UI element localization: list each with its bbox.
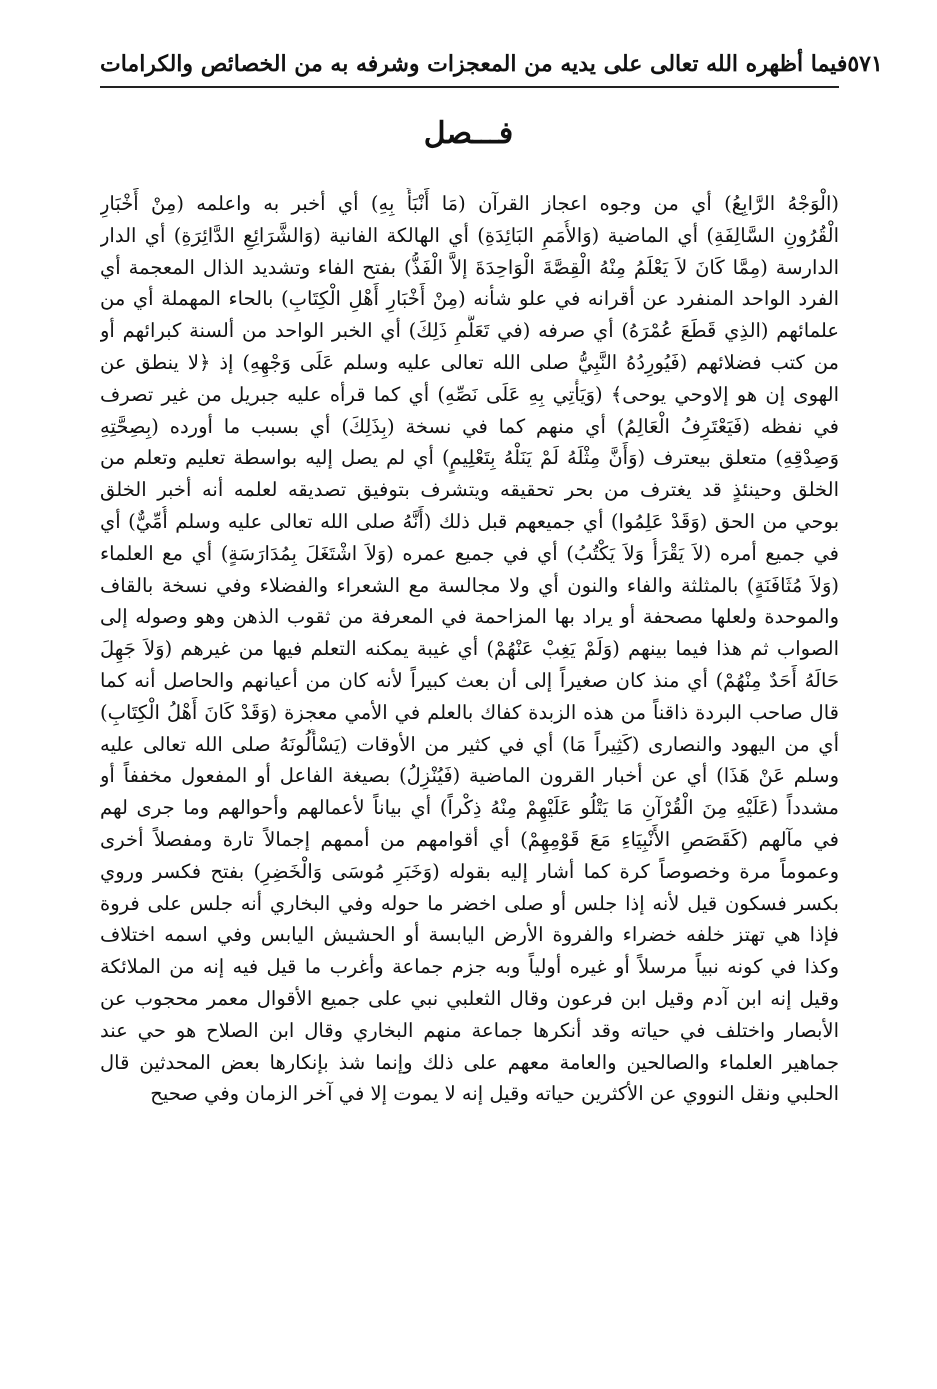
body-line: وقيل إنه ابن آدم وقيل ابن فرعون وقال الثعلبي نبي على جميع الأقوال معمر محجوب عن	[100, 986, 839, 1010]
body-line: أي من اليهود والنصارى (كَثِيراً مَا) أي في كثير من الأوقات (يَسْأَلُونَهُ صلى الله تعالى عليه	[100, 732, 839, 756]
body-line: وسلم عَنْ هَذَا) أي عن أخبار القرون الماضية (فَيُنْزِلُ) بصيغة الفاعل أو المفعول مخففاً أو	[100, 764, 839, 788]
body-line: بوحي من الحق (وَقَدْ عَلِمُوا) أي جميعهم قبل ذلك (أَنَّهُ صلى الله تعالى عليه وسلم أُمِّيٌّ) أي	[100, 509, 839, 533]
body-line: الخلق وحينئذٍ قد يغترف من بحر تحقيقه ويتشرف بتوفيق تصديقه لعلمه أنه أخبر الخلق	[100, 478, 839, 502]
body-line: الحلبي ونقل النووي عن الأكثرين حياته وقيل إنه لا يموت إلا في آخر الزمان وفي صحيح	[150, 1082, 839, 1106]
page-number: ٥٧١	[847, 51, 883, 77]
body-line: مشدداً (عَلَيْهِ مِنَ الْقُرْآنِ مَا يَتْلُو عَلَيْهِمْ مِنْهُ ذِكْراً) أي بياناً لأعمالهم وأحوالهم وما جرى لهم	[100, 796, 839, 820]
body-line: جماهير العلماء والصالحين والعامة معهم على ذلك وإنما شذ بإنكارها بعض المحدثين قال	[100, 1050, 839, 1074]
body-line: حَالَهُ أَحَدٌ مِنْهُمْ) أي منذ كان صغيراً إلى أن بعث كبيراً لأنه كان من أعيانهم والحاصل أنه كما	[100, 668, 839, 692]
body-line: والموحدة ولعلها مصحفة أو يراد بها المزاحمة في المعرفة من ثقوب الذهن وهو وصوله إلى	[100, 605, 839, 629]
body-line: وكذا في كونه نبياً مرسلاً أو غيره أولياً وبه جزم جماعة وأغرب ما قيل فيه إنه من الملائكة	[100, 955, 839, 979]
body-line: الهوى إن هو إلاوحي يوحى﴾ (وَيَأْتِي بِهِ عَلَى نَصِّهِ) أي كما قرأه عليه جبريل من غير تصرف	[100, 382, 839, 406]
body-line: علمائهم (الذِي قَطَعَ عُمْرَهُ) أي صرفه (في تَعَلُّمِ ذَلِكَ) أي الخبر الواحد من ألسنة كبرائهم أو	[100, 319, 839, 343]
running-header-title: فيما أظهره الله تعالى على يديه من المعجزات وشرفه به من الخصائص والكرامات	[100, 51, 848, 77]
header-divider	[100, 86, 839, 88]
body-line: في مآلهم (كَقَصَصِ الأَنْبِيَاءِ مَعَ قَوْمِهِمْ) أي أقوامهم من أممهم إجمالاً تارة ومفصلاً أخرى	[100, 827, 839, 851]
body-line: في نفظه (فَيَعْتَرِفُ الْعَالِمُ) أي منهم كما في نسخة (بِذَلِكَ) أي بسبب ما أورده (بِصِحَّتِهِ	[100, 414, 839, 438]
body-line: قال صاحب البردة ذاقناً من هذه الزبدة كفاك بالعلم في الأمي معجزة (وَقَدْ كَانَ أَهْلُ الْكِتَابِ)	[100, 700, 839, 724]
body-line: بكسر فسكون قيل لأنه إذا جلس أو صلى اخضر ما حوله وفي البخاري أنه جلس على فروة	[100, 891, 839, 915]
body-line: من كتب فضلائهم (فَيُورِدُهُ النَّبِيُّ صلى الله تعالى عليه وسلم عَلَى وَجْهِهِ) إذ ﴿لا ينطق عن	[100, 350, 839, 374]
body-text	[100, 188, 839, 1110]
body-line: (وَلاَ مُثَافَنَةٍ) بالمثلثة والفاء والنون أي ولا مجالسة مع الشعراء والفضلاء وفي نسخة بالقاف	[100, 573, 839, 597]
body-line: (الْوَجْهُ الرَّابِعُ) أي من وجوه اعجاز القرآن (مَا أَنْبَأَ بِهِ) أي أخبر به واعلمه (مِنْ أَخْبَارِ	[100, 192, 839, 215]
body-line: الأبصار واختلف في حياته وقد أنكرها جماعة منهم البخاري وقال ابن الصلاح هو حي عند	[100, 1018, 839, 1042]
section-heading: فـــصل	[423, 116, 514, 151]
body-line: الدارسة (مِمَّا كَانَ لاَ يَعْلَمُ مِنْهُ الْقِصَّةَ الْوَاحِدَةَ إلاَّ الْفَذُّ) بفتح الفاء وتشديد الذال المعجمة أي	[100, 255, 839, 279]
body-line: وعموماً مرة وخصوصاً كرة كما أشار إليه بقوله (وَخَبَرِ مُوسَى وَالْخَضِرِ) بفتح فكسر وروي	[100, 859, 839, 883]
body-line: وَصِدْقِهِ) متعلق بيعترف (وَأَنَّ مِثْلَهُ لَمْ يَنَلْهُ بِتَعْلِيمٍ) أي لم يصل إليه بواسطة تعليم وتعلم من	[100, 446, 839, 470]
body-line: الصواب ثم هذا فيما بينهم (وَلَمْ يَغِبْ عَنْهُمْ) أي غيبة يمكنه التعلم فيها من غيرهم (وَلاَ جَهِلَ	[100, 637, 839, 661]
body-line: في جميع أمره (لاَ يَقْرَأُ وَلاَ يَكْتُبُ) أي في جميع عمره (وَلاَ اشْتَغَلَ بِمُدَارَسَةٍ) أي مع العلماء	[100, 541, 839, 565]
body-line: الفرد الواحد المنفرد عن أقرانه في علو شأنه (مِنْ أَخْبَارِ أَهْلِ الْكِتَابِ) بالحاء المهملة أي من	[100, 287, 839, 311]
body-line: الْقُرُونِ السَّالِفَةِ) أي الماضية (وَالأُمَمِ البَائِدَةِ) أي الهالكة الفانية (وَالشَّرَائِعِ الدَّائِرَةِ) أي الدار	[100, 223, 839, 247]
running-header	[100, 44, 883, 84]
body-line: فإذا هي تهتز خلفه خضراء والفروة الأرض اليابسة أو الحشيش اليابس وفي اسمه اختلاف	[100, 923, 839, 947]
